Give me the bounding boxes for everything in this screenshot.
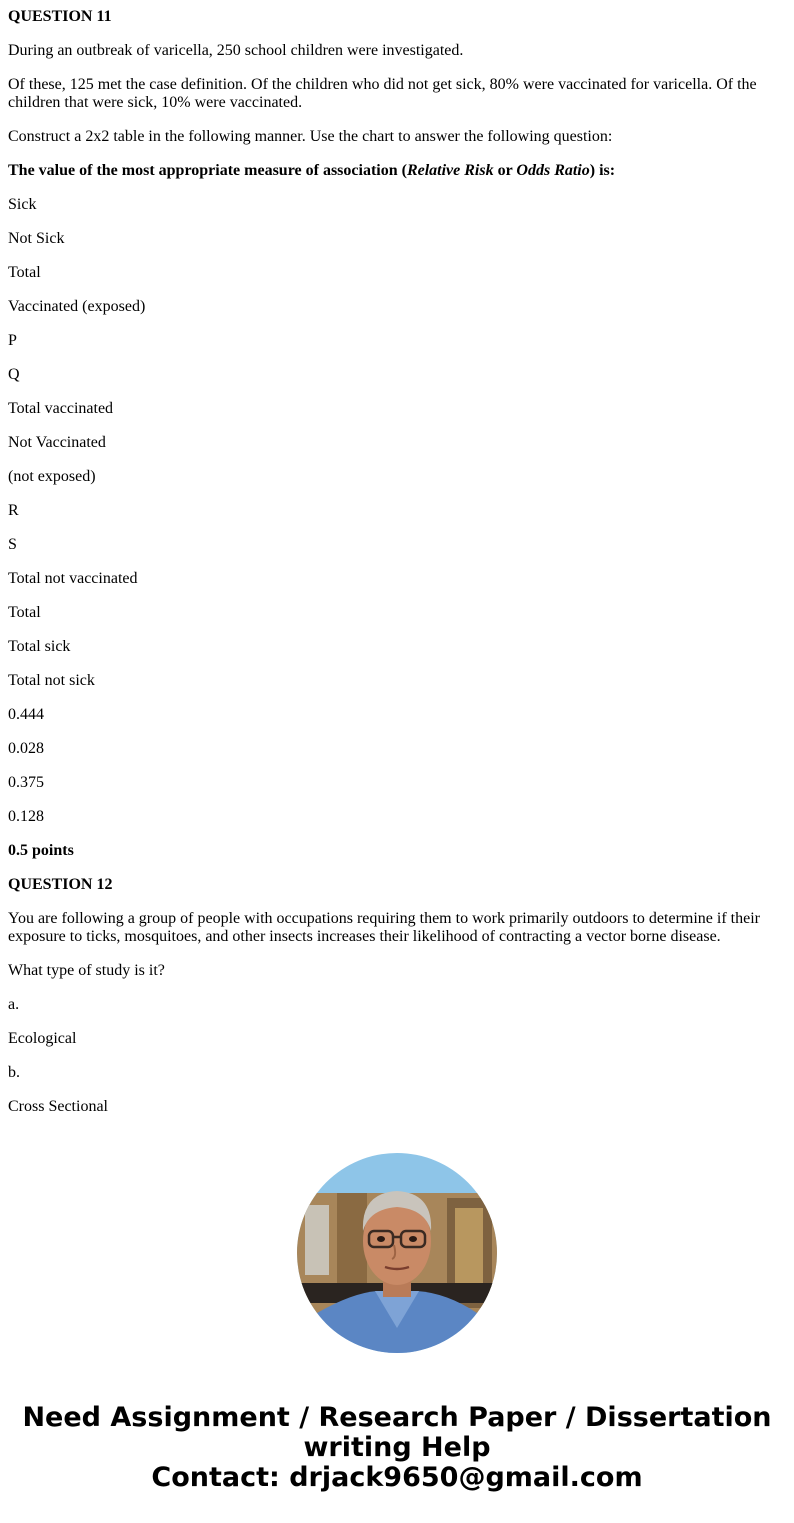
odds-ratio-term: Odds Ratio (516, 162, 590, 179)
author-avatar (297, 1153, 497, 1353)
q11-paragraph-1: During an outbreak of varicella, 250 school children were investigated. (8, 42, 464, 59)
table-cell-text: P (8, 332, 17, 349)
table-cell-text: Not Sick (8, 230, 65, 247)
answer-option: 0.375 (8, 774, 44, 791)
q11-paragraph-3: Construct a 2x2 table in the following manner. Use the chart to answer the following question: (8, 128, 613, 145)
q11-paragraph-2: Of these, 125 met the case definition. Of the children who did not get sick, 80% were vaccinated for varicella. Of the children that were sick, 10% were vaccinated. (8, 76, 757, 111)
answer-option: 0.444 (8, 706, 44, 723)
table-cell-text: Total not sick (8, 672, 95, 689)
table-cell-text: S (8, 536, 17, 553)
contact-email: Contact: drjack9650@gmail.com (151, 1462, 643, 1493)
table-cell-text: Sick (8, 196, 37, 213)
table-cell-text: Total (8, 264, 41, 281)
table-cell-text: Total vaccinated (8, 400, 114, 417)
table-cell-text: Total sick (8, 638, 71, 655)
table-cell-text: (not exposed) (8, 468, 96, 485)
q12-paragraph-2: What type of study is it? (8, 962, 165, 979)
table-cell-text: Vaccinated (exposed) (8, 298, 146, 315)
table-cell-text: R (8, 502, 19, 519)
table-cell-text: Not Vaccinated (8, 434, 106, 451)
q12-paragraph-1: You are following a group of people with occupations requiring them to work primarily outdoors to determine if their exposure to ticks, mosquitoes, and other insects increases their likelihood of contracting a vector borne disease. (8, 910, 760, 945)
option-text: Ecological (8, 1030, 77, 1047)
relative-risk-term: Relative Risk (406, 162, 494, 179)
promo-line: Need Assignment / Research Paper / Dissertation (22, 1402, 772, 1433)
table-cell-text: Q (8, 366, 20, 383)
promo-line: writing Help (303, 1432, 491, 1463)
table-cell-text: Total not vaccinated (8, 570, 138, 587)
promo-banner (0, 1403, 794, 1493)
option-letter: b. (8, 1064, 20, 1081)
question-12-heading: QUESTION 12 (8, 876, 113, 893)
option-text: Cross Sectional (8, 1098, 108, 1115)
author-portrait-image (297, 1153, 497, 1353)
question-11-heading: QUESTION 11 (8, 8, 112, 25)
answer-option: 0.028 (8, 740, 44, 757)
table-cell-text: Total (8, 604, 41, 621)
q11-prompt: The value of the most appropriate measure of association (Relative Risk or Odds Ratio) is: (8, 162, 616, 179)
answer-option: 0.128 (8, 808, 44, 825)
option-letter: a. (8, 996, 20, 1013)
points-label: 0.5 points (8, 842, 74, 859)
